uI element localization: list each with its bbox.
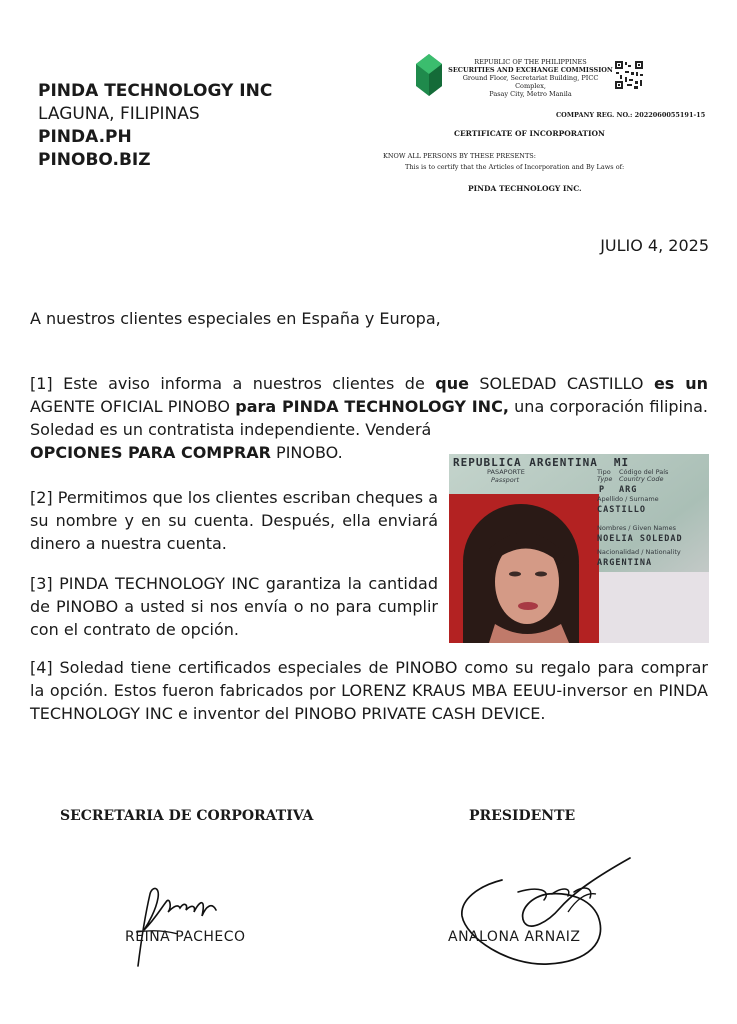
sec-logo-icon <box>416 54 442 96</box>
passport-type-label: PASAPORTE <box>487 468 525 476</box>
secretary-title: SECRETARIA DE CORPORATIVA <box>60 808 314 824</box>
passport-surname-label: Apellido / Surname <box>597 495 659 503</box>
passport-header: REPUBLICA ARGENTINA <box>453 456 598 469</box>
sec-header <box>448 58 613 98</box>
passport-tipo-label-en: Type <box>597 475 613 483</box>
qr-code-icon <box>614 60 644 90</box>
certificate-title: CERTIFICATE OF INCORPORATION <box>454 129 605 138</box>
paragraph-2: [2] Permitimos que los clientes escriban cheques a su nombre y en su cuenta. Después, ella enviará dinero a nuestra cuenta. <box>30 488 438 553</box>
passport-header-tail: MI <box>613 456 630 469</box>
passport-surname: CASTILLO <box>597 505 646 515</box>
company-location: LAGUNA, FILIPINAS <box>38 104 200 124</box>
sec-commission: SECURITIES AND EXCHANGE COMMISSION <box>448 66 613 74</box>
president-title: PRESIDENTE <box>469 808 576 824</box>
paragraph-3: [3] PINDA TECHNOLOGY INC garantiza la cantidad de PINOBO a usted si nos envía o no para cumplir con el contrato de opción. <box>30 574 438 639</box>
p1-bold-opciones: OPCIONES PARA COMPRAR <box>30 443 271 462</box>
passport-codigo-label: Código del País <box>619 468 669 476</box>
letter-date: JULIO 4, 2025 <box>600 236 709 255</box>
p1-text-e: AGENTE OFICIAL PINOBO <box>30 397 236 416</box>
passport-tipo-value: P <box>599 485 606 495</box>
certificate-company: PINDA TECHNOLOGY INC. <box>468 184 582 193</box>
p1-text-g: una corporación filipina. Soledad es un contratista independiente. Venderá <box>30 397 709 439</box>
p1-bold-es-un: es un <box>653 374 709 393</box>
p1-text-i: PINOBO. <box>270 443 343 462</box>
passport-tipo-label: Tipo <box>597 468 611 476</box>
company-name: PINDA TECHNOLOGY INC <box>38 81 273 101</box>
p1-text-a: [1] Este aviso informa a nuestros clientes de <box>30 374 436 393</box>
passport-codigo-value: ARG <box>619 485 638 495</box>
p1-bold-que: que <box>435 374 469 393</box>
company-header <box>38 80 272 172</box>
p1-bold-para: para PINDA TECHNOLOGY INC, <box>235 397 509 416</box>
p1-text-c: SOLEDAD CASTILLO <box>468 374 654 393</box>
paragraph-1 <box>30 372 708 464</box>
president-signature <box>448 852 638 972</box>
sec-address-1: Ground Floor, Secretariat Building, PICC Complex, <box>462 74 599 90</box>
passport-names: NOELIA SOLEDAD <box>597 534 683 544</box>
company-site-1: PINDA.PH <box>38 127 132 147</box>
sec-address-2: Pasay City, Metro Manila <box>489 90 572 98</box>
paragraph-4: [4] Soledad tiene certificados especiales de PINOBO como su regalo para comprar la opción. Estos fueron fabricados por LORENZ KRAUS MBA EEUU-inversor en PINDA TECHNOLOGY INC e inventor del PINOBO PRIVATE CASH DEVICE. <box>30 658 708 723</box>
company-reg-number: COMPANY REG. NO.: 2022060055191-15 <box>556 111 706 119</box>
president-name: ANALONA ARNAIZ <box>448 929 581 945</box>
certificate-statement: This is to certify that the Articles of Incorporation and By Laws of: <box>405 163 625 171</box>
secretary-name: REINA PACHECO <box>125 929 246 945</box>
salutation: A nuestros clientes especiales en España y Europa, <box>30 309 441 328</box>
passport-nationality: ARGENTINA <box>597 558 653 568</box>
passport-nationality-label: Nacionalidad / Nationality <box>597 548 681 556</box>
certificate-know-all: KNOW ALL PERSONS BY THESE PRESENTS: <box>383 152 536 160</box>
company-site-2: PINOBO.BIZ <box>38 150 151 170</box>
sec-republic: REPUBLIC OF THE PHILIPPINES <box>474 58 587 66</box>
passport-names-label: Nombres / Given Names <box>597 524 676 532</box>
passport-codigo-label-en: Country Code <box>619 475 664 483</box>
passport-type-label-en: Passport <box>491 476 519 484</box>
passport-image <box>449 454 709 643</box>
secretary-signature <box>130 880 230 970</box>
